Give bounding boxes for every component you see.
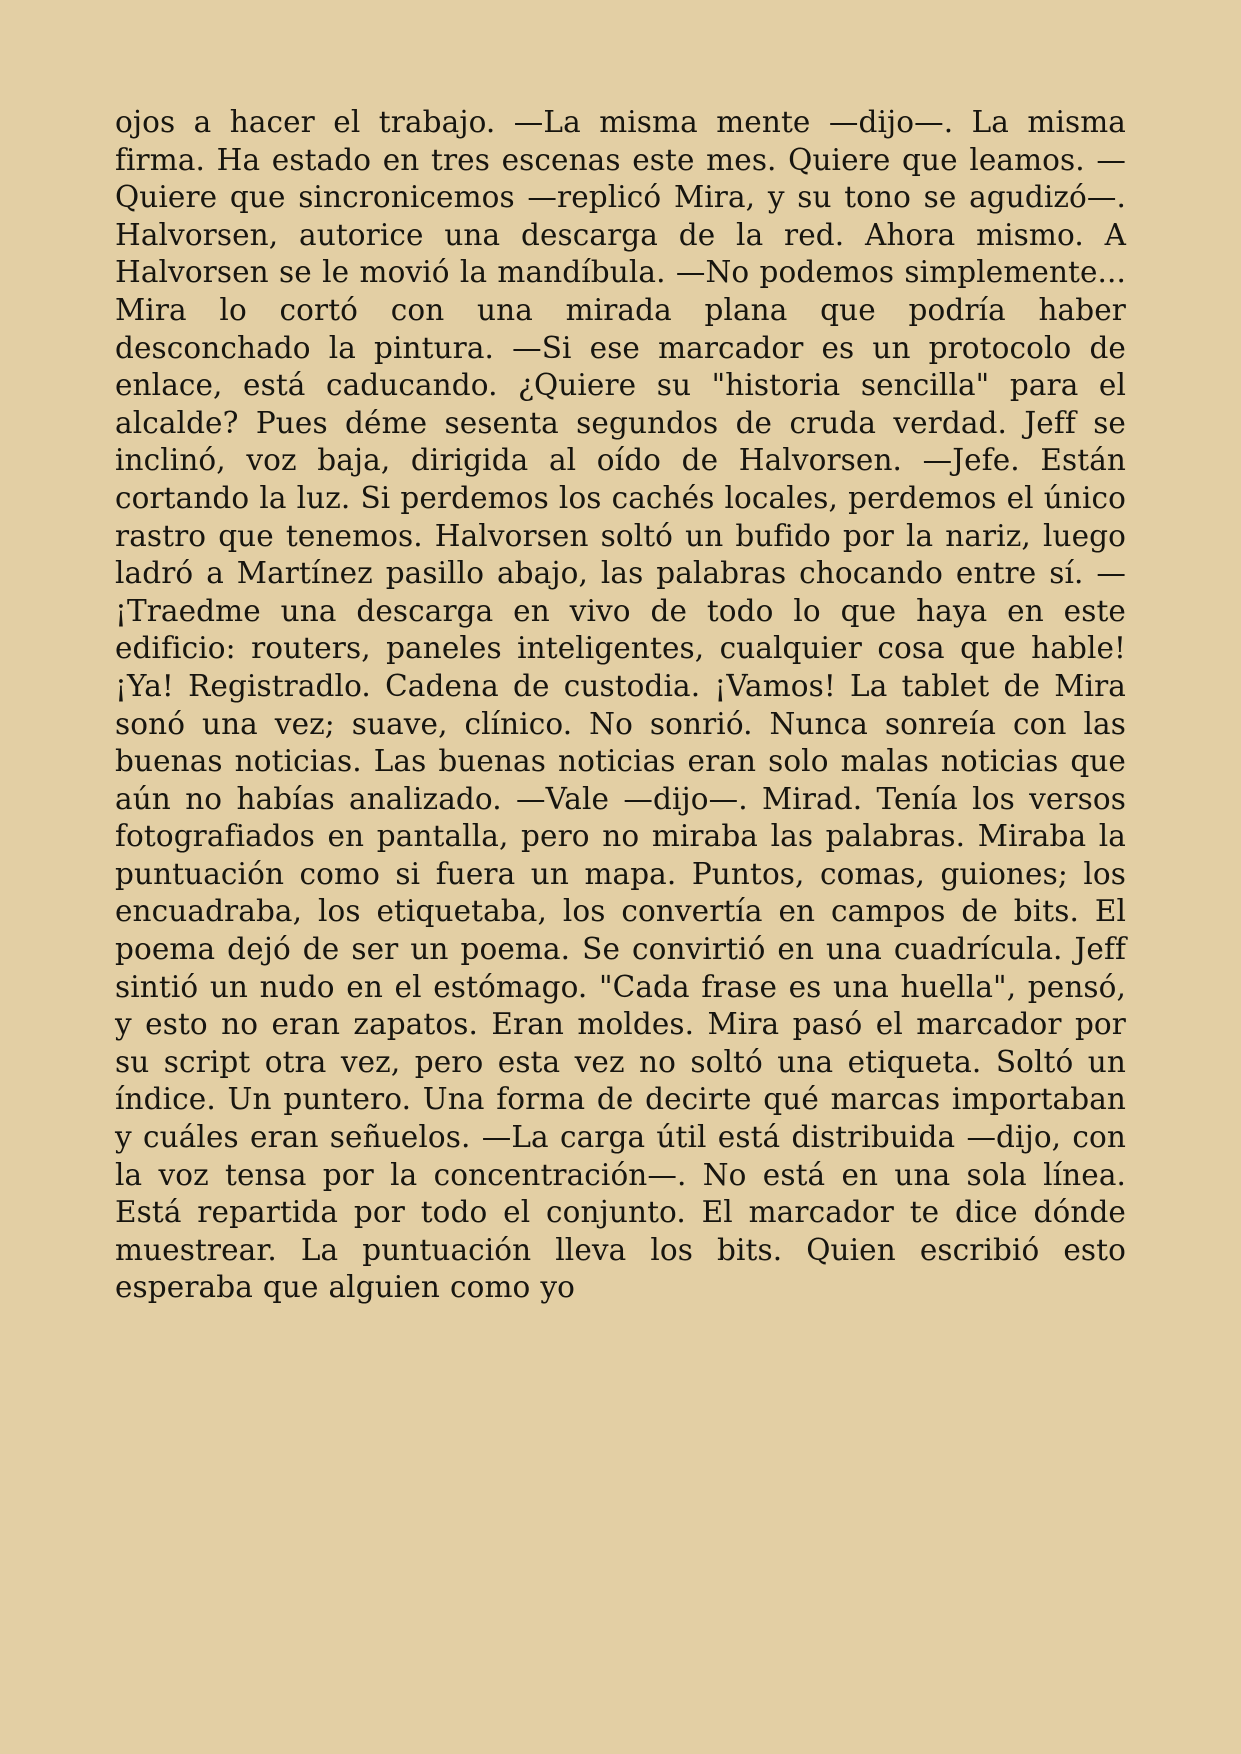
body-paragraph: ojos a hacer el trabajo. —La misma mente —dijo—. La misma firma. Ha estado en tres escenas este mes. Quiere que leamos. —Quiere que sincronicemos —replicó Mira, y su tono se agudizó—. Halvorsen, autorice una descarga de la red. Ahora mismo. A Halvorsen se le movió la mandíbula. —No podemos simplemente... Mira lo cortó con una mirada plana que podría haber desconchado la pintura. —Si ese marcador es un protocolo de enlace, está caducando. ¿Quiere su "historia sencilla" para el alcalde? Pues déme sesenta segundos de cruda verdad. Jeff se inclinó, voz baja, dirigida al oído de Halvorsen. —Jefe. Están cortando la luz. Si perdemos los cachés locales, perdemos el único rastro que tenemos. Halvorsen soltó un bufido por la nariz, luego ladró a Martínez pasillo abajo, las palabras chocando entre sí. —¡Traedme una descarga en vivo de todo lo que haya en este edificio: routers, paneles inteligentes, cualquier cosa que hable! ¡Ya! Registradlo. Cadena de custodia. ¡Vamos! La tablet de Mira sonó una vez; suave, clínico. No sonrió. Nunca sonreía con las buenas noticias. Las buenas noticias eran solo malas noticias que aún no habías analizado. —Vale —dijo—. Mirad. Tenía los versos fotografiados en pantalla, pero no miraba las palabras. Miraba la puntuación como si fuera un mapa. Puntos, comas, guiones; los encuadraba, los etiquetaba, los convertía en campos de bits. El poema dejó de ser un poema. Se convirtió en una cuadrícula. Jeff sintió un nudo en el estómago. "Cada frase es una huella", pensó, y esto no eran zapatos. Eran moldes. Mira pasó el marcador por su script otra vez, pero esta vez no soltó una etiqueta. Soltó un índice. Un puntero. Una forma de decirte qué marcas importaban y cuáles eran señuelos. —La carga útil está distribuida —dijo, con la voz tensa por la concentración—. No está en una sola línea. Está repartida por todo el conjunto. El marcador te dice dónde muestrear. La puntuación lleva los bits. Quien escribió esto esperaba que alguien como yo [115,105,1136,1305]
